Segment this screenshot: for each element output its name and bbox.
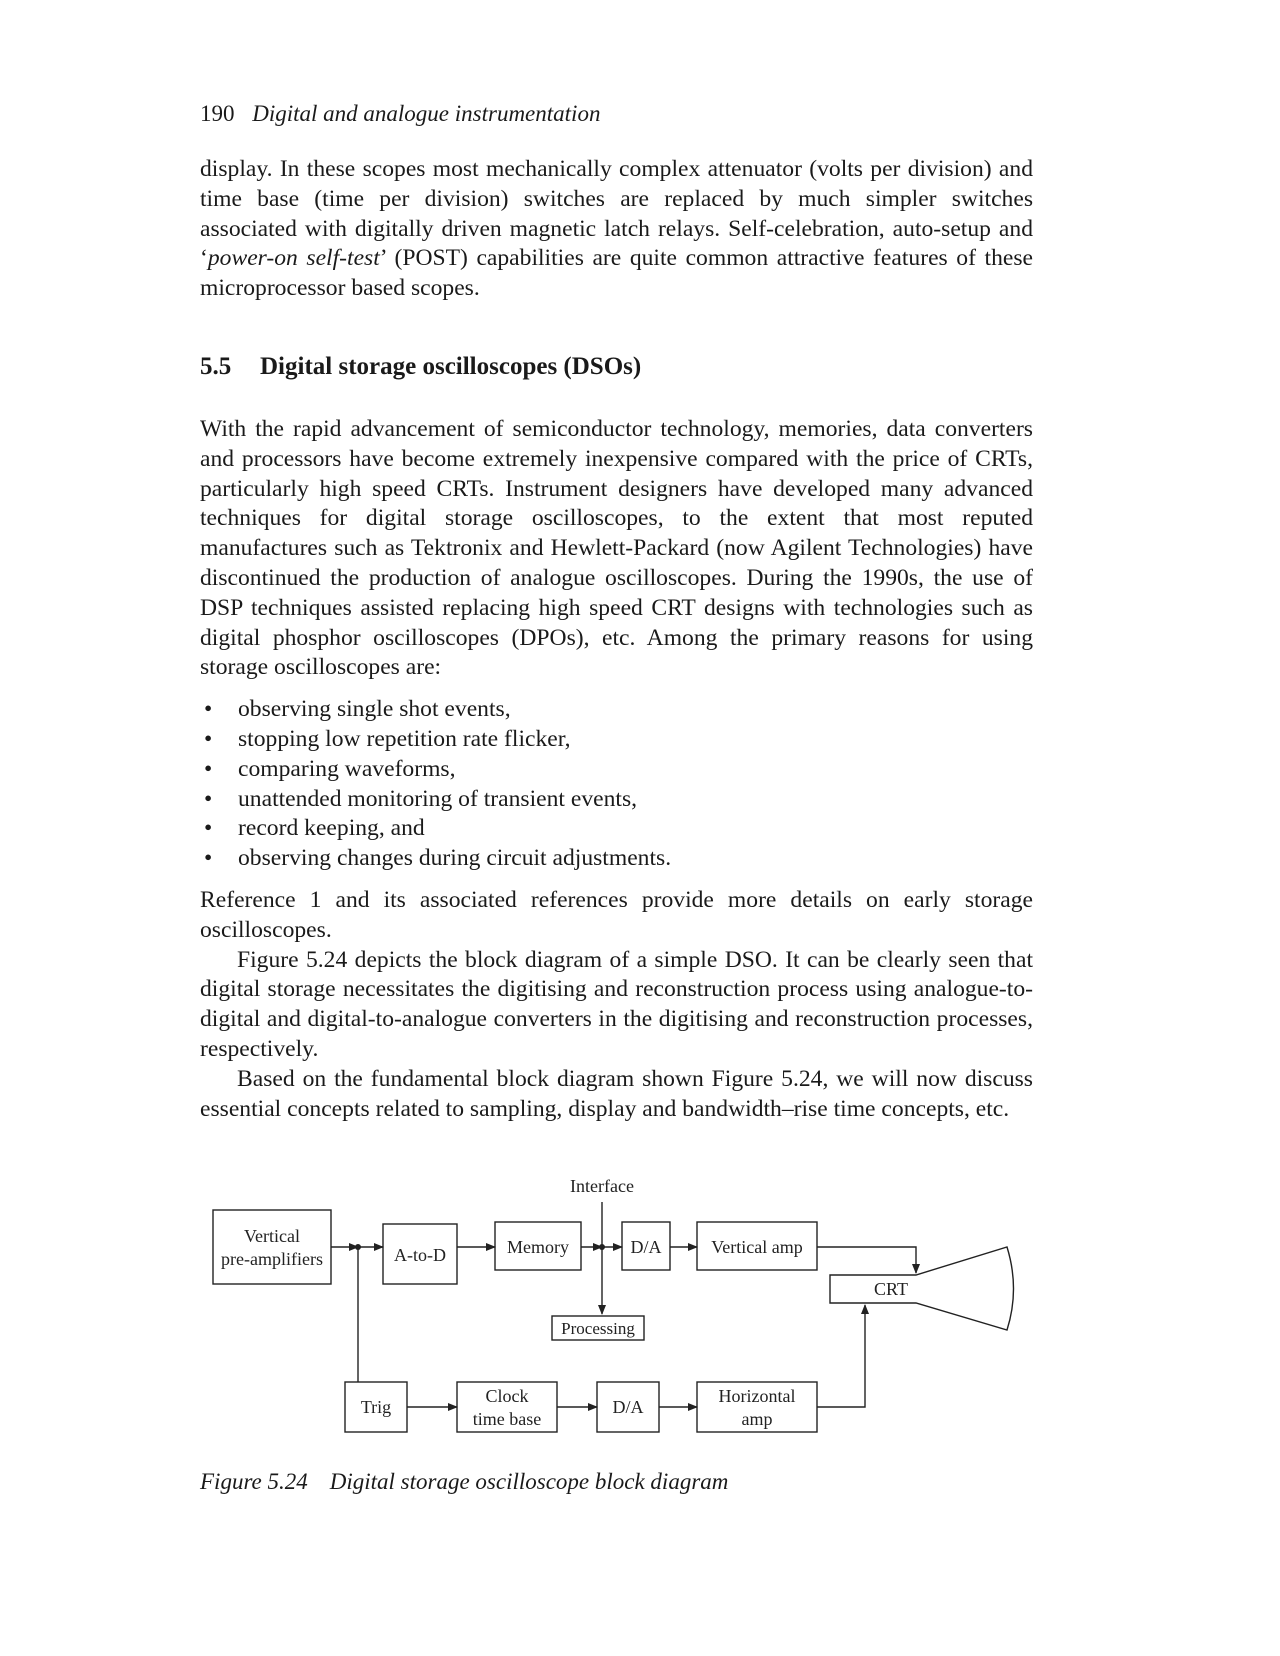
bullet-icon: •	[204, 755, 213, 782]
running-title: Digital and analogue instrumentation	[252, 101, 601, 126]
da-top-label: D/A	[630, 1237, 662, 1258]
paragraph-3: Figure 5.24 depicts the block diagram of a simple DSO. It can be clearly seen that digital storage necessitates the digitising and reconstruction process using analogue-to-digital and digital-to-analogue converters in the digitising and reconstruction processes, respectively.	[200, 946, 1033, 1062]
list-item-text: stopping low repetition rate flicker,	[238, 725, 571, 752]
processing-label: Processing	[561, 1319, 635, 1339]
intro-paragraph	[200, 155, 1033, 304]
horizontal-amp-label-1: Horizontal	[718, 1386, 796, 1407]
bullet-list	[200, 695, 1033, 874]
intro-text-a: display. In these scopes most mechanically complex attenuator (volts per division) and time base (time per division) switches are replaced by much simpler switches associated with digitally driven magnetic latch relays. Self-celebration, auto-setup and ‘	[200, 156, 1033, 272]
paragraph-4: Based on the fundamental block diagram shown Figure 5.24, we will now discuss essential concepts related to sampling, display and bandwidth–rise time concepts, etc.	[200, 1065, 1033, 1122]
caption-text: Digital storage oscilloscope block diagram	[329, 1469, 729, 1495]
bullet-icon: •	[204, 845, 213, 872]
crt-label: CRT	[874, 1279, 908, 1300]
intro-text-b: ’ (POST) capabilities are quite common attractive features of these microprocessor based scopes.	[200, 245, 1033, 302]
list-item-text: unattended monitoring of transient events,	[238, 785, 638, 812]
list-item	[200, 755, 1033, 785]
list-item	[200, 725, 1033, 755]
section-title: Digital storage oscilloscopes (DSOs)	[260, 352, 642, 380]
vertical-preamp-box	[213, 1210, 331, 1284]
block-diagram	[200, 1162, 1033, 1452]
list-item-text: comparing waveforms,	[238, 755, 456, 782]
list-item	[200, 785, 1033, 815]
da-bottom-label: D/A	[612, 1397, 644, 1418]
junction-dot	[599, 1244, 605, 1250]
vertical-amp-label: Vertical amp	[711, 1237, 803, 1258]
caption-figure-number: Figure 5.24	[200, 1469, 308, 1495]
paragraph-1: With the rapid advancement of semiconductor technology, memories, data converters and processors have become extremely inexpensive compared with the price of CRTs, particularly high speed CRTs. Instrument designers have developed many advanced techniques for digital storage oscilloscopes, to the extent that most reputed manufactures such as Tektronix and Hewlett-Packard (now Agilent Technologies) have discontinued the production of analogue oscilloscopes. During the 1990s, the use of DSP techniques assisted replacing high speed CRT designs with technologies such as digital phosphor oscilloscopes (DPOs), etc. Among the primary reasons for using storage oscilloscopes are:	[200, 415, 1033, 681]
crt-shape	[830, 1247, 1014, 1330]
clock-label-2: time base	[472, 1409, 542, 1430]
page-number: 190	[200, 101, 235, 126]
figure-5-24	[200, 1162, 1033, 1452]
section-number: 5.5	[200, 352, 232, 380]
bullet-icon: •	[204, 815, 213, 842]
vertical-preamp-label-1: Vertical	[244, 1226, 300, 1247]
list-item-text: observing changes during circuit adjustments.	[238, 845, 672, 872]
horizontal-amp-label-2: amp	[741, 1409, 773, 1430]
memory-label: Memory	[507, 1237, 569, 1258]
trig-label: Trig	[360, 1397, 392, 1418]
list-item	[200, 814, 1033, 844]
arrow-to-crt-horizontal	[817, 1305, 865, 1407]
bullet-icon: •	[204, 696, 213, 723]
paragraph-2: Reference 1 and its associated references provide more details on early storage oscilloscopes.	[200, 886, 1033, 943]
bullet-icon: •	[204, 725, 213, 752]
a-to-d-label: A-to-D	[394, 1245, 446, 1266]
clock-label-1: Clock	[485, 1386, 529, 1407]
list-item	[200, 695, 1033, 725]
list-item-text: observing single shot events,	[238, 696, 511, 723]
intro-text-italic: power-on self-test	[207, 245, 380, 272]
running-head	[200, 100, 1033, 128]
list-item	[200, 844, 1033, 874]
figure-caption	[200, 1468, 1033, 1496]
vertical-preamp-label-2: pre-amplifiers	[221, 1249, 323, 1270]
section-heading	[200, 352, 1033, 382]
bullet-icon: •	[204, 785, 213, 812]
junction-dot	[355, 1244, 361, 1250]
list-item-text: record keeping, and	[238, 815, 425, 842]
page-body	[200, 100, 1033, 1496]
interface-label: Interface	[570, 1176, 634, 1197]
arrow-to-crt-vertical	[817, 1247, 916, 1273]
